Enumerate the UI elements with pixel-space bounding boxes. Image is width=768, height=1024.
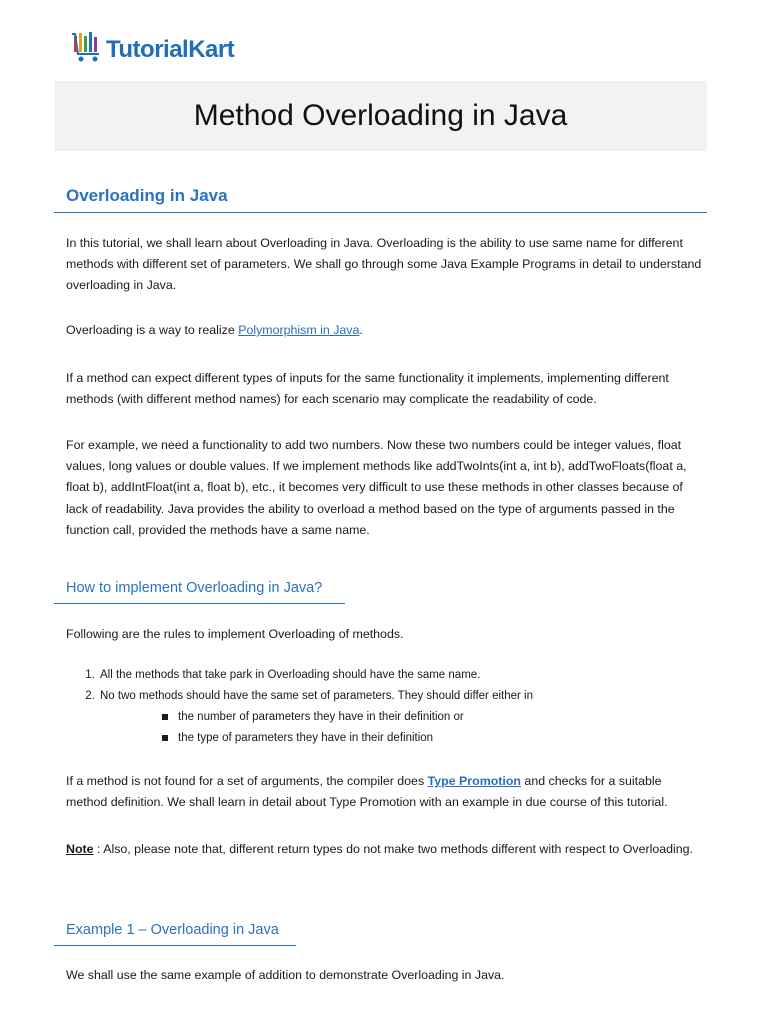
page-title: Method Overloading in Java: [193, 99, 568, 132]
note-text: : Also, please note that, different return types do not make two methods different with respect to Overloading.: [93, 842, 693, 856]
example-paragraph: For example, we need a functionality to add two numbers. Now these two numbers could be integer values, float values, long values or double values. If we implement methods like addTwoInts(int a, int b), addTwoFloats(float a, float b), addIntFloat(int a, float b), etc., it becomes very difficult to use these methods in other classes because of lack of readability. Java provides the ability to overload a method based on the type of arguments passed in the function call, provided the methods have a same name.: [66, 438, 687, 537]
promotion-suffix: and checks for a suitable method definition. We shall learn in detail about Type Promotion with an example in due course of this tutorial.: [66, 774, 668, 810]
section-divider: [54, 212, 707, 213]
sub-rule-item: [160, 728, 464, 749]
how-to-heading: How to implement Overloading in Java?: [66, 580, 323, 596]
brand-logo[interactable]: [72, 30, 234, 69]
title-banner: [54, 81, 707, 151]
sub-rule-item: [160, 707, 464, 728]
sub-rules-list: [160, 707, 464, 748]
type-promotion-link[interactable]: Type Promotion: [427, 774, 521, 788]
polymorphism-link[interactable]: Polymorphism in Java: [238, 323, 360, 337]
example1-heading: Example 1 – Overloading in Java: [66, 922, 279, 938]
note-label: Note: [66, 842, 94, 856]
polymorphism-suffix: .: [359, 323, 363, 337]
sub-rule-text: the number of parameters they have in their definition or: [178, 711, 464, 723]
rule-item: 1. All the methods that take park in Overloading should have the same name.: [98, 665, 533, 686]
intro-paragraph: In this tutorial, we shall learn about Overloading in Java. Overloading is the ability to use same name for different methods with different set of parameters. We shall go through some Java Example Programs in detail to understand overloading in Java.: [66, 236, 702, 293]
rules-lead: Following are the rules to implement Overloading of methods.: [66, 627, 404, 641]
inputs-paragraph: If a method can expect different types of inputs for the same functionality it implements, implementing different methods (with different method names) for each scenario may complicate the readability of code.: [66, 371, 669, 407]
square-bullet-icon: [162, 714, 168, 720]
sub-rule-text: the type of parameters they have in their definition: [178, 731, 434, 744]
note-paragraph: [66, 839, 706, 860]
example1-text: We shall use the same example of addition to demonstrate Overloading in Java.: [66, 968, 505, 982]
polymorphism-paragraph: [66, 320, 706, 341]
how-to-divider: [54, 603, 345, 604]
example1-divider: [54, 945, 296, 946]
square-bullet-icon: [162, 735, 168, 741]
shopping-cart-bars-icon: [72, 30, 102, 69]
brand-name: TutorialKart: [106, 35, 235, 63]
section-heading-overloading: Overloading in Java: [66, 186, 228, 205]
polymorphism-prefix: Overloading is a way to realize: [66, 323, 239, 337]
promotion-prefix: If a method is not found for a set of arguments, the compiler does: [66, 774, 428, 788]
rule-item: 2. No two methods should have the same set of parameters. They should differ either in: [98, 686, 533, 707]
type-promotion-paragraph: [66, 771, 706, 813]
rules-list: [62, 665, 533, 706]
